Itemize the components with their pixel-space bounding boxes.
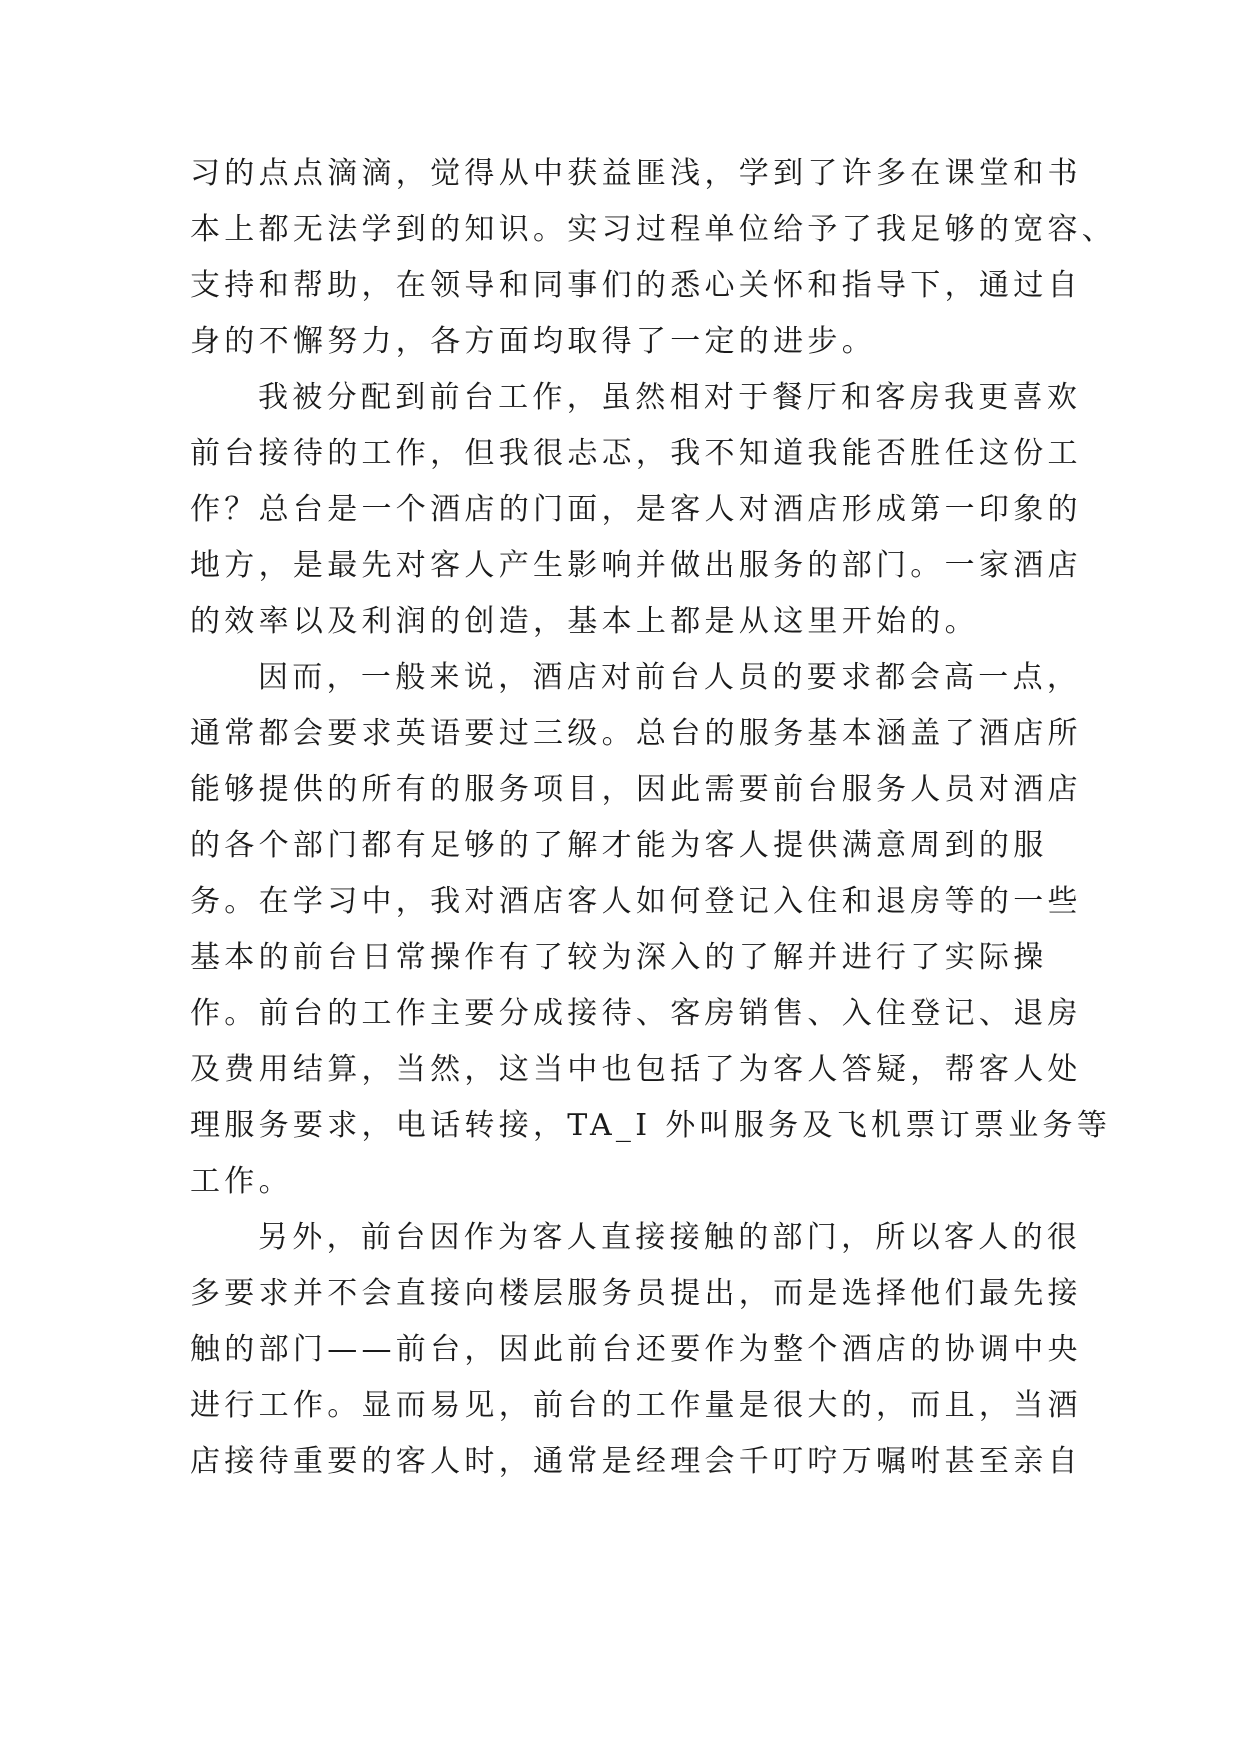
- text-line: 工作。: [190, 1164, 293, 1199]
- text-line: 进行工作。显而易见，前台的工作量是很大的，而且，当酒: [190, 1388, 1082, 1423]
- text-line: 的效率以及利润的创造，基本上都是从这里开始的。: [190, 604, 979, 639]
- text-line: 通常都会要求英语要过三级。总台的服务基本涵盖了酒店所: [190, 716, 1082, 751]
- text-line: 地方，是最先对客人产生影响并做出服务的部门。一家酒店: [190, 548, 1082, 583]
- text-line: 务。在学习中，我对酒店客人如何登记入住和退房等的一些: [190, 884, 1082, 919]
- text-line: 基本的前台日常操作有了较为深入的了解并进行了实际操: [190, 940, 1048, 975]
- text-line: 及费用结算，当然，这当中也包括了为客人答疑，帮客人处: [190, 1052, 1082, 1087]
- text-line: 支持和帮助，在领导和同事们的悉心关怀和指导下，通过自: [190, 268, 1082, 303]
- paragraph-first-line: 因而，一般来说，酒店对前台人员的要求都会高一点，: [258, 660, 1082, 695]
- paragraph-first-line: 我被分配到前台工作，虽然相对于餐厅和客房我更喜欢: [258, 380, 1082, 415]
- text-line: 前台接待的工作，但我很忐忑，我不知道我能否胜任这份工: [190, 436, 1082, 471]
- text-line: 的各个部门都有足够的了解才能为客人提供满意周到的服: [190, 828, 1048, 863]
- paragraph-first-line: 另外，前台因作为客人直接接触的部门，所以客人的很: [258, 1220, 1082, 1255]
- text-line: 本上都无法学到的知识。实习过程单位给予了我足够的宽容、: [190, 212, 1117, 247]
- text-line: 能够提供的所有的服务项目，因此需要前台服务人员对酒店: [190, 772, 1082, 807]
- text-line: 店接待重要的客人时，通常是经理会千叮咛万嘱咐甚至亲自: [190, 1444, 1082, 1479]
- text-line: 身的不懈努力，各方面均取得了一定的进步。: [190, 324, 876, 359]
- text-line: 多要求并不会直接向楼层服务员提出，而是选择他们最先接: [190, 1276, 1082, 1311]
- text-line: 作。前台的工作主要分成接待、客房销售、入住登记、退房: [190, 996, 1082, 1031]
- text-line: 作？总台是一个酒店的门面，是客人对酒店形成第一印象的: [190, 492, 1082, 527]
- text-line: 理服务要求，电话转接，TA_I 外叫服务及飞机票订票业务等: [190, 1108, 1112, 1143]
- text-line: 习的点点滴滴，觉得从中获益匪浅，学到了许多在课堂和书: [190, 156, 1082, 191]
- text-line: 触的部门——前台，因此前台还要作为整个酒店的协调中央: [190, 1332, 1082, 1367]
